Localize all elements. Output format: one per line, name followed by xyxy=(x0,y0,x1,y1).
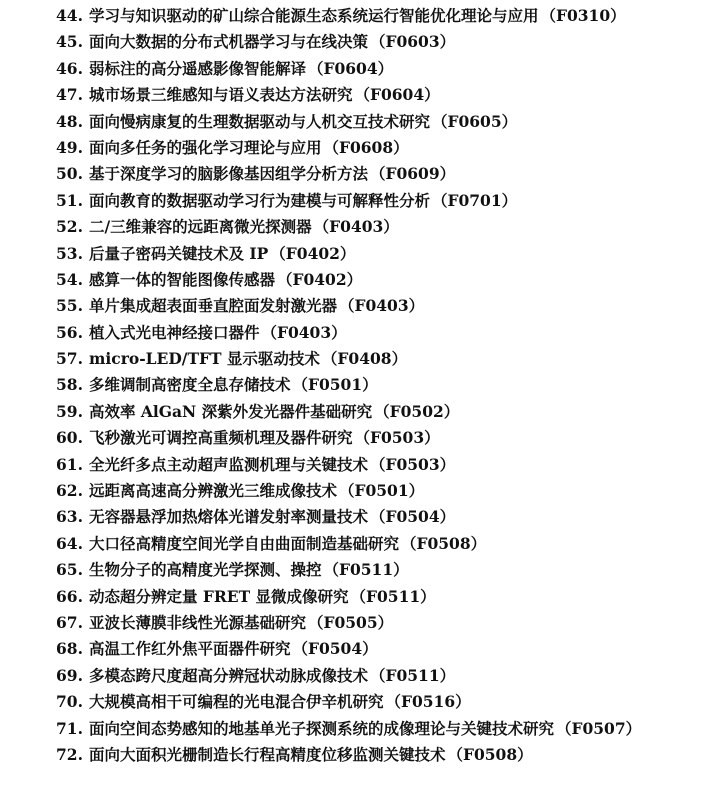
list-item xyxy=(56,452,714,478)
list-item xyxy=(56,214,714,240)
item-number: 55. xyxy=(56,296,83,316)
item-number: 67. xyxy=(56,612,83,632)
item-number: 51. xyxy=(56,190,83,210)
item-title: 无容器悬浮加热熔体光谱发射率测量技术 xyxy=(88,507,368,527)
item-code: （F0507） xyxy=(555,718,642,738)
item-title: 面向教育的数据驱动学习行为建模与可解释性分析 xyxy=(88,190,430,210)
item-title: 基于深度学习的脑影像基因组学分析方法 xyxy=(88,164,368,184)
item-number: 65. xyxy=(56,560,83,580)
topic-list xyxy=(56,3,714,768)
item-title: 高温工作红外焦平面器件研究 xyxy=(88,639,291,659)
item-number: 56. xyxy=(56,322,83,342)
list-item xyxy=(56,636,714,662)
item-number: 52. xyxy=(56,217,83,237)
list-item xyxy=(56,188,714,214)
item-code: （F0511） xyxy=(323,560,409,580)
item-title: 大口径高精度空间光学自由曲面制造基础研究 xyxy=(88,533,399,553)
item-title: 动态超分辨定量 FRET 显微成像研究 xyxy=(88,586,349,606)
item-title: 面向多任务的强化学习理论与应用 xyxy=(88,137,322,157)
item-number: 46. xyxy=(56,58,83,78)
item-title: 远距离高速高分辨激光三维成像技术 xyxy=(88,481,337,501)
item-number: 71. xyxy=(56,718,83,738)
item-title: 亚波长薄膜非线性光源基础研究 xyxy=(88,612,306,632)
item-number: 69. xyxy=(56,665,83,685)
item-code: （F0609） xyxy=(369,164,456,184)
list-item xyxy=(56,663,714,689)
item-code: （F0511） xyxy=(350,586,436,606)
item-code: （F0501） xyxy=(338,481,425,501)
item-title: 面向大数据的分布式机器学习与在线决策 xyxy=(88,32,368,52)
item-title: 高效率 AlGaN 深紫外发光器件基础研究 xyxy=(88,401,373,421)
list-item xyxy=(56,320,714,346)
item-code: （F0604） xyxy=(307,58,394,78)
item-code: （F0502） xyxy=(374,401,460,421)
item-number: 63. xyxy=(56,507,83,527)
item-number: 60. xyxy=(56,428,83,448)
item-title: 面向慢病康复的生理数据驱动与人机交互技术研究 xyxy=(88,111,430,131)
item-title: 植入式光电神经接口器件 xyxy=(88,322,260,342)
item-number: 53. xyxy=(56,243,83,263)
list-item xyxy=(56,399,714,425)
item-number: 61. xyxy=(56,454,83,474)
item-number: 62. xyxy=(56,481,83,501)
item-code: （F0508） xyxy=(400,533,487,553)
item-code: （F0605） xyxy=(431,111,518,131)
item-code: （F0402） xyxy=(276,269,363,289)
item-title: 城市场景三维感知与语义表达方法研究 xyxy=(88,85,353,105)
item-code: （F0516） xyxy=(385,692,471,712)
item-code: （F0504） xyxy=(292,639,378,659)
list-item xyxy=(56,742,714,768)
item-number: 47. xyxy=(56,85,83,105)
list-item xyxy=(56,241,714,267)
item-number: 68. xyxy=(56,639,83,659)
item-number: 70. xyxy=(56,692,83,712)
item-title: 生物分子的高精度光学探测、操控 xyxy=(88,560,322,580)
item-title: 弱标注的高分遥感影像智能解译 xyxy=(88,58,306,78)
item-title: 感算一体的智能图像传感器 xyxy=(88,269,275,289)
item-code: （F0503） xyxy=(354,428,440,448)
list-item xyxy=(56,161,714,187)
list-item xyxy=(56,716,714,742)
item-number: 54. xyxy=(56,269,83,289)
item-code: （F0402） xyxy=(270,243,356,263)
list-item xyxy=(56,109,714,135)
list-item xyxy=(56,584,714,610)
item-number: 48. xyxy=(56,111,83,131)
item-number: 50. xyxy=(56,164,83,184)
item-title: 多维调制高密度全息存储技术 xyxy=(88,375,291,395)
list-item xyxy=(56,689,714,715)
item-code: （F0403） xyxy=(338,296,425,316)
list-item xyxy=(56,293,714,319)
list-item xyxy=(56,557,714,583)
list-item xyxy=(56,135,714,161)
item-number: 72. xyxy=(56,744,83,764)
list-item xyxy=(56,3,714,29)
item-number: 58. xyxy=(56,375,83,395)
list-item xyxy=(56,531,714,557)
list-item xyxy=(56,267,714,293)
item-code: （F0608） xyxy=(323,137,409,157)
item-number: 57. xyxy=(56,349,83,369)
item-code: （F0511） xyxy=(369,665,456,685)
list-item xyxy=(56,29,714,55)
item-title: micro-LED/TFT 显示驱动技术 xyxy=(88,349,320,369)
item-number: 44. xyxy=(56,6,83,25)
item-code: （F0403） xyxy=(261,322,347,342)
item-code: （F0501） xyxy=(292,375,378,395)
list-item xyxy=(56,478,714,504)
item-code: （F0503） xyxy=(369,454,456,474)
list-item xyxy=(56,425,714,451)
list-item xyxy=(56,372,714,398)
item-title: 后量子密码关键技术及 IP xyxy=(88,243,269,263)
item-code: （F0604） xyxy=(354,85,440,105)
item-code: （F0403） xyxy=(313,217,399,237)
list-item xyxy=(56,610,714,636)
item-code: （F0408） xyxy=(321,349,408,369)
item-title: 面向空间态势感知的地基单光子探测系统的成像理论与关键技术研究 xyxy=(88,718,554,738)
item-title: 面向大面积光栅制造长行程高精度位移监测关键技术 xyxy=(88,744,446,764)
item-number: 59. xyxy=(56,401,83,421)
item-code: （F0504） xyxy=(369,507,456,527)
item-code: （F0603） xyxy=(369,32,456,52)
item-title: 学习与知识驱动的矿山综合能源生态系统运行智能优化理论与应用 xyxy=(88,6,539,25)
list-item xyxy=(56,82,714,108)
item-code: （F0310） xyxy=(540,6,626,25)
item-title: 二/三维兼容的远距离微光探测器 xyxy=(88,217,312,237)
item-number: 64. xyxy=(56,533,83,553)
list-item xyxy=(56,504,714,530)
item-code: （F0508） xyxy=(447,744,533,764)
item-code: （F0505） xyxy=(307,612,394,632)
item-title: 单片集成超表面垂直腔面发射激光器 xyxy=(88,296,337,316)
item-number: 45. xyxy=(56,32,83,52)
item-number: 49. xyxy=(56,137,83,157)
item-title: 多模态跨尺度超高分辨冠状动脉成像技术 xyxy=(88,665,368,685)
item-title: 全光纤多点主动超声监测机理与关键技术 xyxy=(88,454,368,474)
item-number: 66. xyxy=(56,586,83,606)
item-title: 飞秒激光可调控高重频机理及器件研究 xyxy=(88,428,353,448)
list-item xyxy=(56,346,714,372)
list-item xyxy=(56,56,714,82)
item-code: （F0701） xyxy=(431,190,518,210)
item-title: 大规模高相干可编程的光电混合伊辛机研究 xyxy=(88,692,384,712)
